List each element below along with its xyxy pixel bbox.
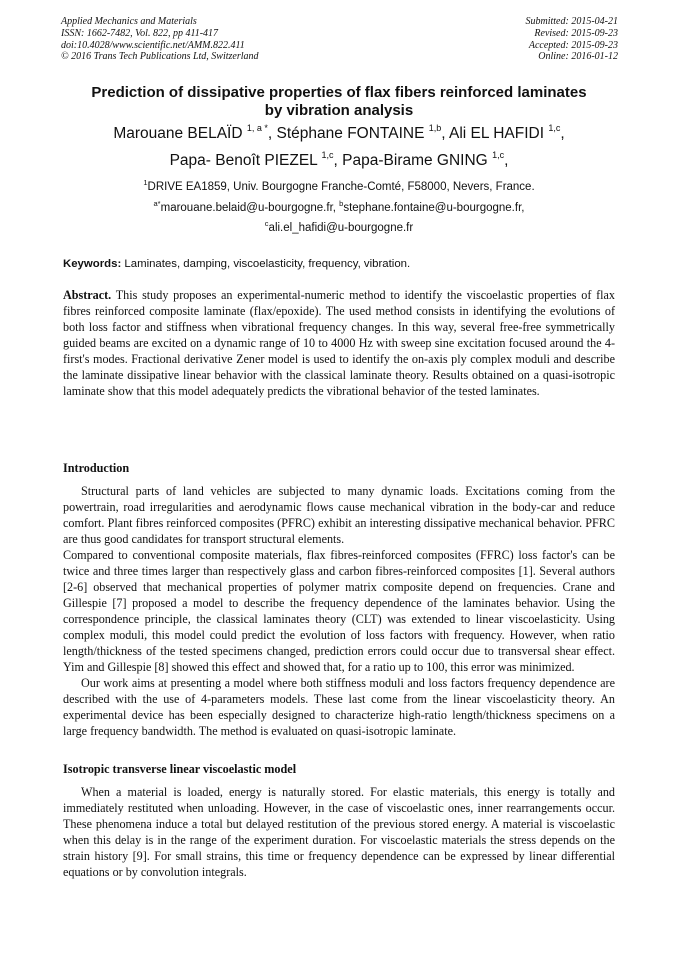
journal-issn: ISSN: 1662-7482, Vol. 822, pp 411-417 — [61, 27, 219, 39]
abstract — [63, 288, 615, 400]
journal-doi: doi:10.4028/www.scientific.net/AMM.822.411 — [61, 39, 245, 51]
emails-line-2 — [63, 221, 615, 235]
emails-line-1 — [63, 201, 615, 215]
author-affiliation-mark: 1,c — [492, 150, 505, 160]
affiliation — [63, 180, 615, 194]
journal-copyright: © 2016 Trans Tech Publications Ltd, Switzerland — [61, 51, 259, 63]
revised-date: Revised: 2015-09-23 — [534, 27, 618, 39]
email-address: marouane.belaid@u-bourgogne.fr, — [160, 202, 336, 214]
online-date: Online: 2016-01-12 — [538, 51, 618, 63]
intro-paragraph-3: Our work aims at presenting a model where both stiffness moduli and loss factors frequency dependence are described with the use of 4-parameters models. These last come from the linear viscoelasticity theory. An experimental device has been especially designed to characterize high-ratio length/thickness specimens on a large frequency bandwidth. The method is evaluated on quasi-isotropic laminate. — [63, 676, 615, 738]
accepted-date: Accepted: 2015-09-23 — [528, 39, 618, 51]
keywords — [63, 257, 615, 271]
author-affiliation-mark: 1,b — [428, 123, 442, 133]
publication-dates — [526, 16, 619, 63]
email-mark: c — [264, 219, 269, 228]
section-heading-introduction: Introduction — [63, 461, 130, 475]
authors-line-1: Marouane BELAÏD $^{1, a *}$, Stéphane FONTAINE $^{1,b}$, Ali EL HAFIDI $^{1,c}$, — [113, 123, 565, 142]
email-address: stephane.fontaine@u-bourgogne.fr, — [343, 202, 525, 214]
email-address: ali.el_hafidi@u-bourgogne.fr — [268, 222, 414, 234]
email-mark: b — [339, 199, 344, 208]
intro-paragraph-2: Compared to conventional composite materials, flax fibres-reinforced composites (FFRC) loss factor's can be twice and three times larger than respectively glass and carbon fibres-reinforced composites [1]. Several authors [2-6] observed that mechanical properties of polymer matrix composite depend on frequencies. Crane and Gillespie [7] proposed a model to describe the frequency dependence of the laminates behavior. Using the correspondence principle, the classical laminates theory (CLT) was extended to linear viscoelasticity. Using complex moduli, this model could predict the evolution of loss factors with frequency. However, when ratio length/thickness of the tested specimens changed, prediction errors could occur due to transversal shear effect. Yim and Gillespie [8] showed this effect and showed that, for a ratio up to 100, this error was minimized. — [63, 548, 615, 674]
author-affiliation-mark: 1, a * — [246, 123, 268, 133]
submitted-date: Submitted: 2015-04-21 — [525, 16, 618, 27]
author-name: Stéphane FONTAINE — [276, 125, 425, 142]
title-line-1: Prediction of dissipative properties of flax fibers reinforced laminates — [91, 84, 587, 101]
keywords-label: Keywords: — [63, 258, 122, 270]
author-name: Ali EL HAFIDI — [449, 125, 545, 142]
journal-info — [61, 16, 259, 63]
paper-title — [63, 84, 615, 120]
keywords-text: Laminates, damping, viscoelasticity, frequency, vibration. — [124, 258, 411, 270]
abstract-text: This study proposes an experimental-numeric method to identify the viscoelastic properties of flax fibres reinforced composite laminate (flax/epoxide). The used method consists in identifying the evolutions of both loss factor and stiffness when vibrational frequency changes. In this way, several free-free symmetrically guided beams are excited on a dynamic range of 10 to 4000 Hz with sweep sine excitation focused around the 4-first's modes. Fractional derivative Zener model is used to identify the on-axis ply complex moduli and describe the laminate dissipative linear behavior with the classical laminate theory. Results obtained on a quasi-isotropic laminate show that this model adequately predicts the vibrational behavior of the tested laminates. — [63, 288, 615, 398]
title-line-2: by vibration analysis — [264, 102, 414, 119]
affiliation-text: DRIVE EA1859, Univ. Bourgogne Franche-Comté, F58000, Nevers, France. — [147, 181, 535, 193]
email-mark: a* — [153, 199, 161, 208]
author-name: Marouane BELAÏD — [113, 125, 243, 142]
intro-paragraph-1: Structural parts of land vehicles are subjected to many dynamic loads. Excitations coming from the powertrain, road irregularities and aerodynamic flows cause mechanical vibration in the body-car and reduce comfort. Plant fibres reinforced composites (PFRC) exhibit an interesting dissipative mechanical behavior. PFRC are thus good candidates for transport structural elements. — [63, 484, 615, 546]
author-affiliation-mark: 1,c — [321, 150, 334, 160]
abstract-label: Abstract. — [63, 288, 112, 302]
author-name: Papa- Benoît PIEZEL — [169, 152, 318, 169]
section-heading-viscoelastic-model: Isotropic transverse linear viscoelastic model — [63, 762, 297, 776]
model-paragraph-1: When a material is loaded, energy is naturally stored. For elastic materials, this energy is totally and immediately restituted when unloading. However, in the case of viscoelastic ones, inner rearrangements occur. These phenomena induce a total but delayed restitution of the previous stored energy. A material is viscoelastic when this delay is in the range of the experiment duration. For viscoelastic materials the stress depends on the strain history [9]. For small strains, this time or frequency dependence can be expressed by linear differential equations or by convolution integrals. — [63, 785, 615, 879]
author-affiliation-mark: 1,c — [548, 123, 561, 133]
affiliation-mark: 1 — [143, 178, 148, 187]
journal-name: Applied Mechanics and Materials — [61, 16, 197, 27]
authors-line-2: Papa- Benoît PIEZEL $^{1,c}$, Papa-Birame GNING $^{1,c}$, — [169, 150, 509, 169]
author-name: Papa-Birame GNING — [342, 152, 488, 169]
